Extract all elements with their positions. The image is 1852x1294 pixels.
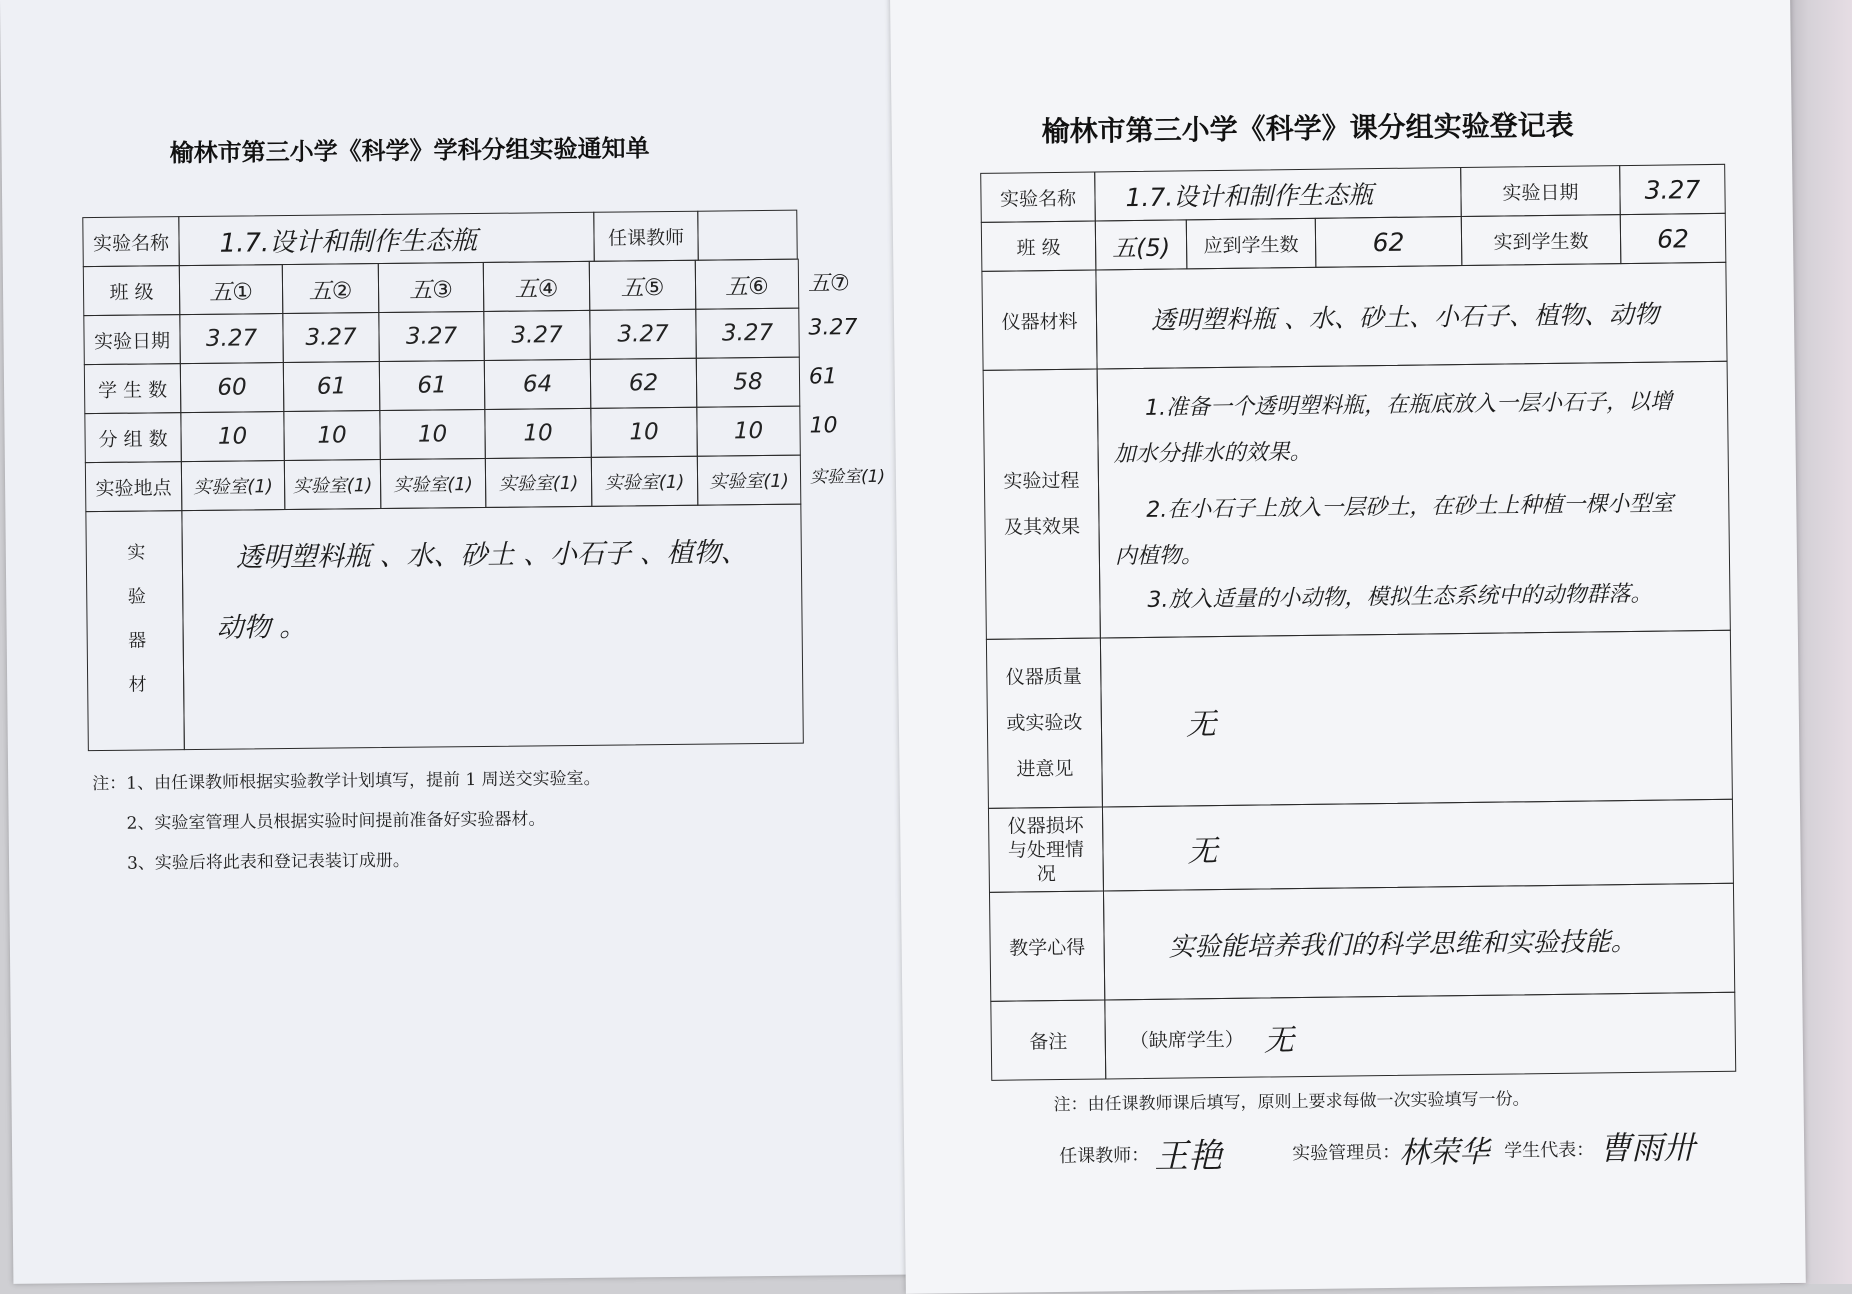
- reg-label-damage-1: 仪器损坏: [1007, 814, 1084, 838]
- reg-label-quality-2: 或实验改: [1006, 711, 1083, 735]
- col-5-groups: 10: [590, 407, 698, 458]
- sig-student-label: 学生代表：: [1504, 1139, 1595, 1162]
- col-3-students: 61: [379, 360, 486, 411]
- sig-student-name: 曹雨卅: [1598, 1128, 1696, 1168]
- col-3-groups: 10: [379, 409, 486, 460]
- equipment-line-2: 动物 。: [216, 611, 307, 644]
- col-1-location: 实验室(1): [181, 460, 286, 511]
- col-6-class: 五⑥: [695, 259, 800, 310]
- reg-class-value: [1095, 219, 1188, 270]
- reg-process-line-3: 2.在小石子上放入一层砂土，在砂土上种植一棵小型室: [1146, 491, 1674, 523]
- reg-label-process-2: 及其效果: [1003, 515, 1081, 539]
- reg-reflection-text: 实验能培养我们的科学思维和实验技能。: [1168, 926, 1637, 963]
- reg-label-damage-3: 况: [1036, 862, 1056, 885]
- col-6-groups: 10: [696, 406, 801, 457]
- col-4-class: 五④: [483, 261, 591, 312]
- reg-label-class: 班 级: [981, 221, 1097, 272]
- label-equipment: [85, 510, 185, 751]
- col-4-groups: 10: [484, 408, 592, 459]
- label-class: 班 级: [83, 265, 181, 316]
- col-5-location: 实验室(1): [591, 456, 699, 507]
- col-6-date: 3.27: [695, 308, 800, 359]
- note-3: 3、实验后将此表和登记表装订成册。: [126, 850, 410, 874]
- col-3-location: 实验室(1): [380, 458, 487, 509]
- label-date: 实验日期: [83, 314, 181, 365]
- reg-label-quality-3: 进意见: [1016, 757, 1074, 781]
- reg-quality-value: [1100, 630, 1733, 808]
- col-1-date: 3.27: [179, 313, 284, 364]
- reg-quality-text: 无: [1185, 707, 1217, 743]
- reg-experiment-date-value: [1619, 164, 1726, 215]
- register-title: 榆林市第三小学《科学》课分组实验登记表: [1041, 108, 1574, 149]
- teacher-value: [697, 210, 798, 261]
- col-5-date: 3.27: [589, 309, 697, 360]
- reg-absent-label: （缺席学生）: [1129, 1028, 1244, 1052]
- col-7-class: 五⑦: [807, 271, 850, 297]
- sig-teacher-label: 任课教师：: [1059, 1144, 1150, 1168]
- reg-label-quality: [986, 637, 1103, 808]
- reg-label-damage: [988, 806, 1104, 892]
- reg-experiment-name-text: 1.7.设计和制作生态瓶: [1125, 180, 1374, 213]
- label-teacher: 任课教师: [593, 211, 699, 262]
- register-form: [890, 0, 1806, 1294]
- reg-process-line-4: 内植物。: [1114, 543, 1204, 570]
- reg-expected-text: 62: [1372, 227, 1405, 257]
- note-2: 2、实验室管理人员根据实验时间提前准备好实验器材。: [126, 809, 546, 834]
- col-1-students: 60: [180, 362, 285, 413]
- label-groups: 分 组 数: [84, 412, 182, 463]
- reg-materials-text: 透明塑料瓶 、水、砂土、小石子、植物、动物: [1150, 299, 1660, 335]
- reg-process-line-5: 3.放入适量的小动物，模拟生态系统中的动物群落。: [1147, 581, 1653, 613]
- label-location: 实验地点: [85, 461, 183, 512]
- col-2-class: 五②: [282, 263, 380, 314]
- col-4-date: 3.27: [483, 310, 591, 361]
- reg-class-text: 五(5): [1111, 233, 1171, 262]
- reg-reflection-value: [1103, 883, 1735, 1001]
- col-1-groups: 10: [180, 411, 285, 462]
- col-1-class: 五①: [179, 264, 284, 315]
- label-experiment-name: 实验名称: [82, 216, 180, 267]
- reg-expected-value: [1315, 216, 1463, 268]
- reg-footer-note: 注：由任课教师课后填写，原则上要求每做一次实验填写一份。: [1053, 1089, 1530, 1116]
- col-7-location: 实验室(1): [809, 466, 886, 488]
- reg-process-line-2: 加水分排水的效果。: [1113, 439, 1312, 468]
- equipment-line-1: 透明塑料瓶 、水、砂土 、小石子 、植物、: [235, 537, 748, 574]
- col-3-class: 五③: [378, 262, 485, 313]
- reg-materials-value: [1095, 262, 1727, 370]
- reg-damage-text: 无: [1187, 833, 1218, 869]
- reg-label-quality-1: 仪器质量: [1005, 665, 1082, 689]
- reg-label-remarks: 备注: [990, 999, 1106, 1080]
- experiment-name-text: 1.7.设计和制作生态瓶: [219, 225, 478, 259]
- notice-title: 榆林市第三小学《科学》学科分组实验通知单: [169, 134, 650, 168]
- col-2-location: 实验室(1): [284, 459, 382, 510]
- col-2-students: 61: [283, 361, 381, 412]
- reg-actual-value: [1620, 213, 1727, 264]
- sig-teacher-name: 王艳: [1153, 1136, 1223, 1177]
- sig-admin-name: 林荣华: [1398, 1134, 1490, 1171]
- col-7-groups: 10: [809, 413, 838, 439]
- reg-label-process: [983, 368, 1101, 639]
- reg-label-actual: 实到学生数: [1461, 214, 1622, 266]
- sig-admin-label: 实验管理员：: [1292, 1141, 1401, 1165]
- reg-damage-value: [1102, 799, 1734, 892]
- col-6-students: 58: [696, 357, 801, 408]
- reg-experiment-name-value: [1094, 167, 1462, 221]
- reg-remarks-value: [1104, 992, 1736, 1080]
- reg-label-process-1: 实验过程: [1003, 469, 1080, 493]
- reg-experiment-date-text: 3.27: [1644, 174, 1701, 205]
- col-2-groups: 10: [283, 410, 381, 461]
- reg-label-materials: 仪器材料: [981, 269, 1097, 370]
- col-3-date: 3.27: [378, 311, 485, 362]
- note-1: 注：1、由任课教师根据实验教学计划填写，提前 1 周送交实验室。: [92, 768, 601, 795]
- col-4-location: 实验室(1): [485, 457, 593, 508]
- reg-label-experiment-name: 实验名称: [980, 172, 1096, 223]
- reg-process-line-1: 1.准备一个透明塑料瓶，在瓶底放入一层小石子，以增: [1144, 389, 1673, 421]
- col-5-class: 五⑤: [589, 260, 697, 311]
- label-students: 学 生 数: [84, 363, 182, 414]
- col-4-students: 64: [484, 359, 592, 410]
- col-7-date: 3.27: [808, 315, 858, 341]
- col-6-location: 实验室(1): [697, 455, 802, 506]
- reg-label-expected: 应到学生数: [1186, 218, 1317, 270]
- col-2-date: 3.27: [282, 312, 380, 363]
- experiment-name-value: [178, 212, 595, 266]
- reg-actual-text: 62: [1656, 223, 1690, 254]
- label-equipment-text: 实验器材: [124, 542, 148, 719]
- col-5-students: 62: [590, 358, 698, 409]
- reg-label-experiment-date: 实验日期: [1460, 165, 1621, 217]
- reg-label-damage-2: 与处理情: [1007, 838, 1085, 862]
- col-7-students: 61: [808, 364, 838, 390]
- reg-remarks-text: 无: [1263, 1023, 1295, 1059]
- reg-label-reflection: 教学心得: [989, 890, 1105, 1001]
- notice-form: [0, 0, 918, 1284]
